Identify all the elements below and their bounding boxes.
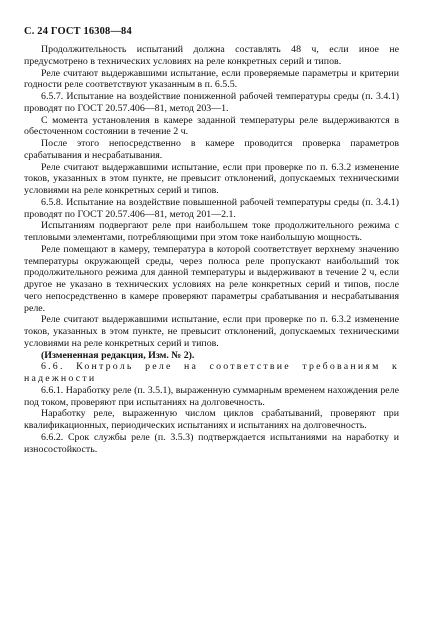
paragraph: Реле помещают в камеру, температура в которой соответствует верхнему значению температуры окружающей среды, через полюса реле пропускают наибольший ток продолжительного режима для данной температуры и выдерживают в течение 2 ч, если другое не указано в технических условиях на реле конкретных серий и типов, после чего непосредственно в камере проверяют параметры срабатывания и несрабатывания реле.	[24, 243, 399, 314]
paragraph: 6.6.2. Срок службы реле (п. 3.5.3) подтверждается испытаниями на наработку и износостойкость.	[24, 431, 399, 455]
paragraph: С момента установления в камере заданной температуры реле выдерживаются в обесточенном состоянии в течение 2 ч.	[24, 114, 399, 138]
paragraph: Испытаниям подвергают реле при наибольшем токе продолжительного режима с тепловыми элементами, потребляющими при этом токе наибольшую мощность.	[24, 220, 399, 243]
paragraph: Реле считают выдержавшими испытание, если при проверке по п. 6.3.2 изменение токов, указанных в этом пункте, не превысит отклонений, допускаемых техническими условиями на реле конкретных серий и типов.	[24, 161, 399, 196]
page-header: С. 24 ГОСТ 16308—84	[24, 26, 132, 37]
paragraph: 6.6.1. Наработку реле (п. 3.5.1), выраженную суммарным временем нахождения реле под током, проверяют при испытаниях на долговечность.	[24, 384, 399, 408]
amendment-note: (Измененная редакция, Изм. № 2).	[41, 349, 195, 361]
section-heading: 6.6. Контроль реле на соответствие требованиям к надежности	[24, 361, 399, 384]
paragraph: 6.5.7. Испытание на воздействие пониженной рабочей температуры среды (п. 3.4.1) проводят по ГОСТ 20.57.406—81, метод 203—1.	[24, 91, 399, 114]
paragraph: Продолжительность испытаний должна составлять 48 ч, если иное не предусмотрено в технических условиях на реле конкретных серий и типов.	[24, 44, 399, 67]
document-body	[24, 44, 399, 455]
paragraph: Наработку реле, выраженную числом циклов срабатываний, проверяют при квалификационных, периодических испытаниях и испытаниях на долговечность.	[24, 408, 399, 431]
paragraph: Реле считают выдержавшими испытание, если при проверке по п. 6.3.2 изменение токов, указанных в этом пункте, не превысит отклонений, допускаемых техническими условиями на реле конкретных серий и типов.	[24, 314, 399, 349]
paragraph: После этого непосредственно в камере проводится проверка параметров срабатывания и несрабатывания.	[24, 138, 399, 161]
paragraph: Реле считают выдержавшими испытание, если проверяемые параметры и критерии годности реле соответствуют указанным в п. 6.5.5.	[24, 67, 399, 91]
paragraph: 6.5.8. Испытание на воздействие повышенной рабочей температуры среды (п. 3.4.1) проводят по ГОСТ 20.57.406—81, метод 201—2.1.	[24, 196, 399, 220]
